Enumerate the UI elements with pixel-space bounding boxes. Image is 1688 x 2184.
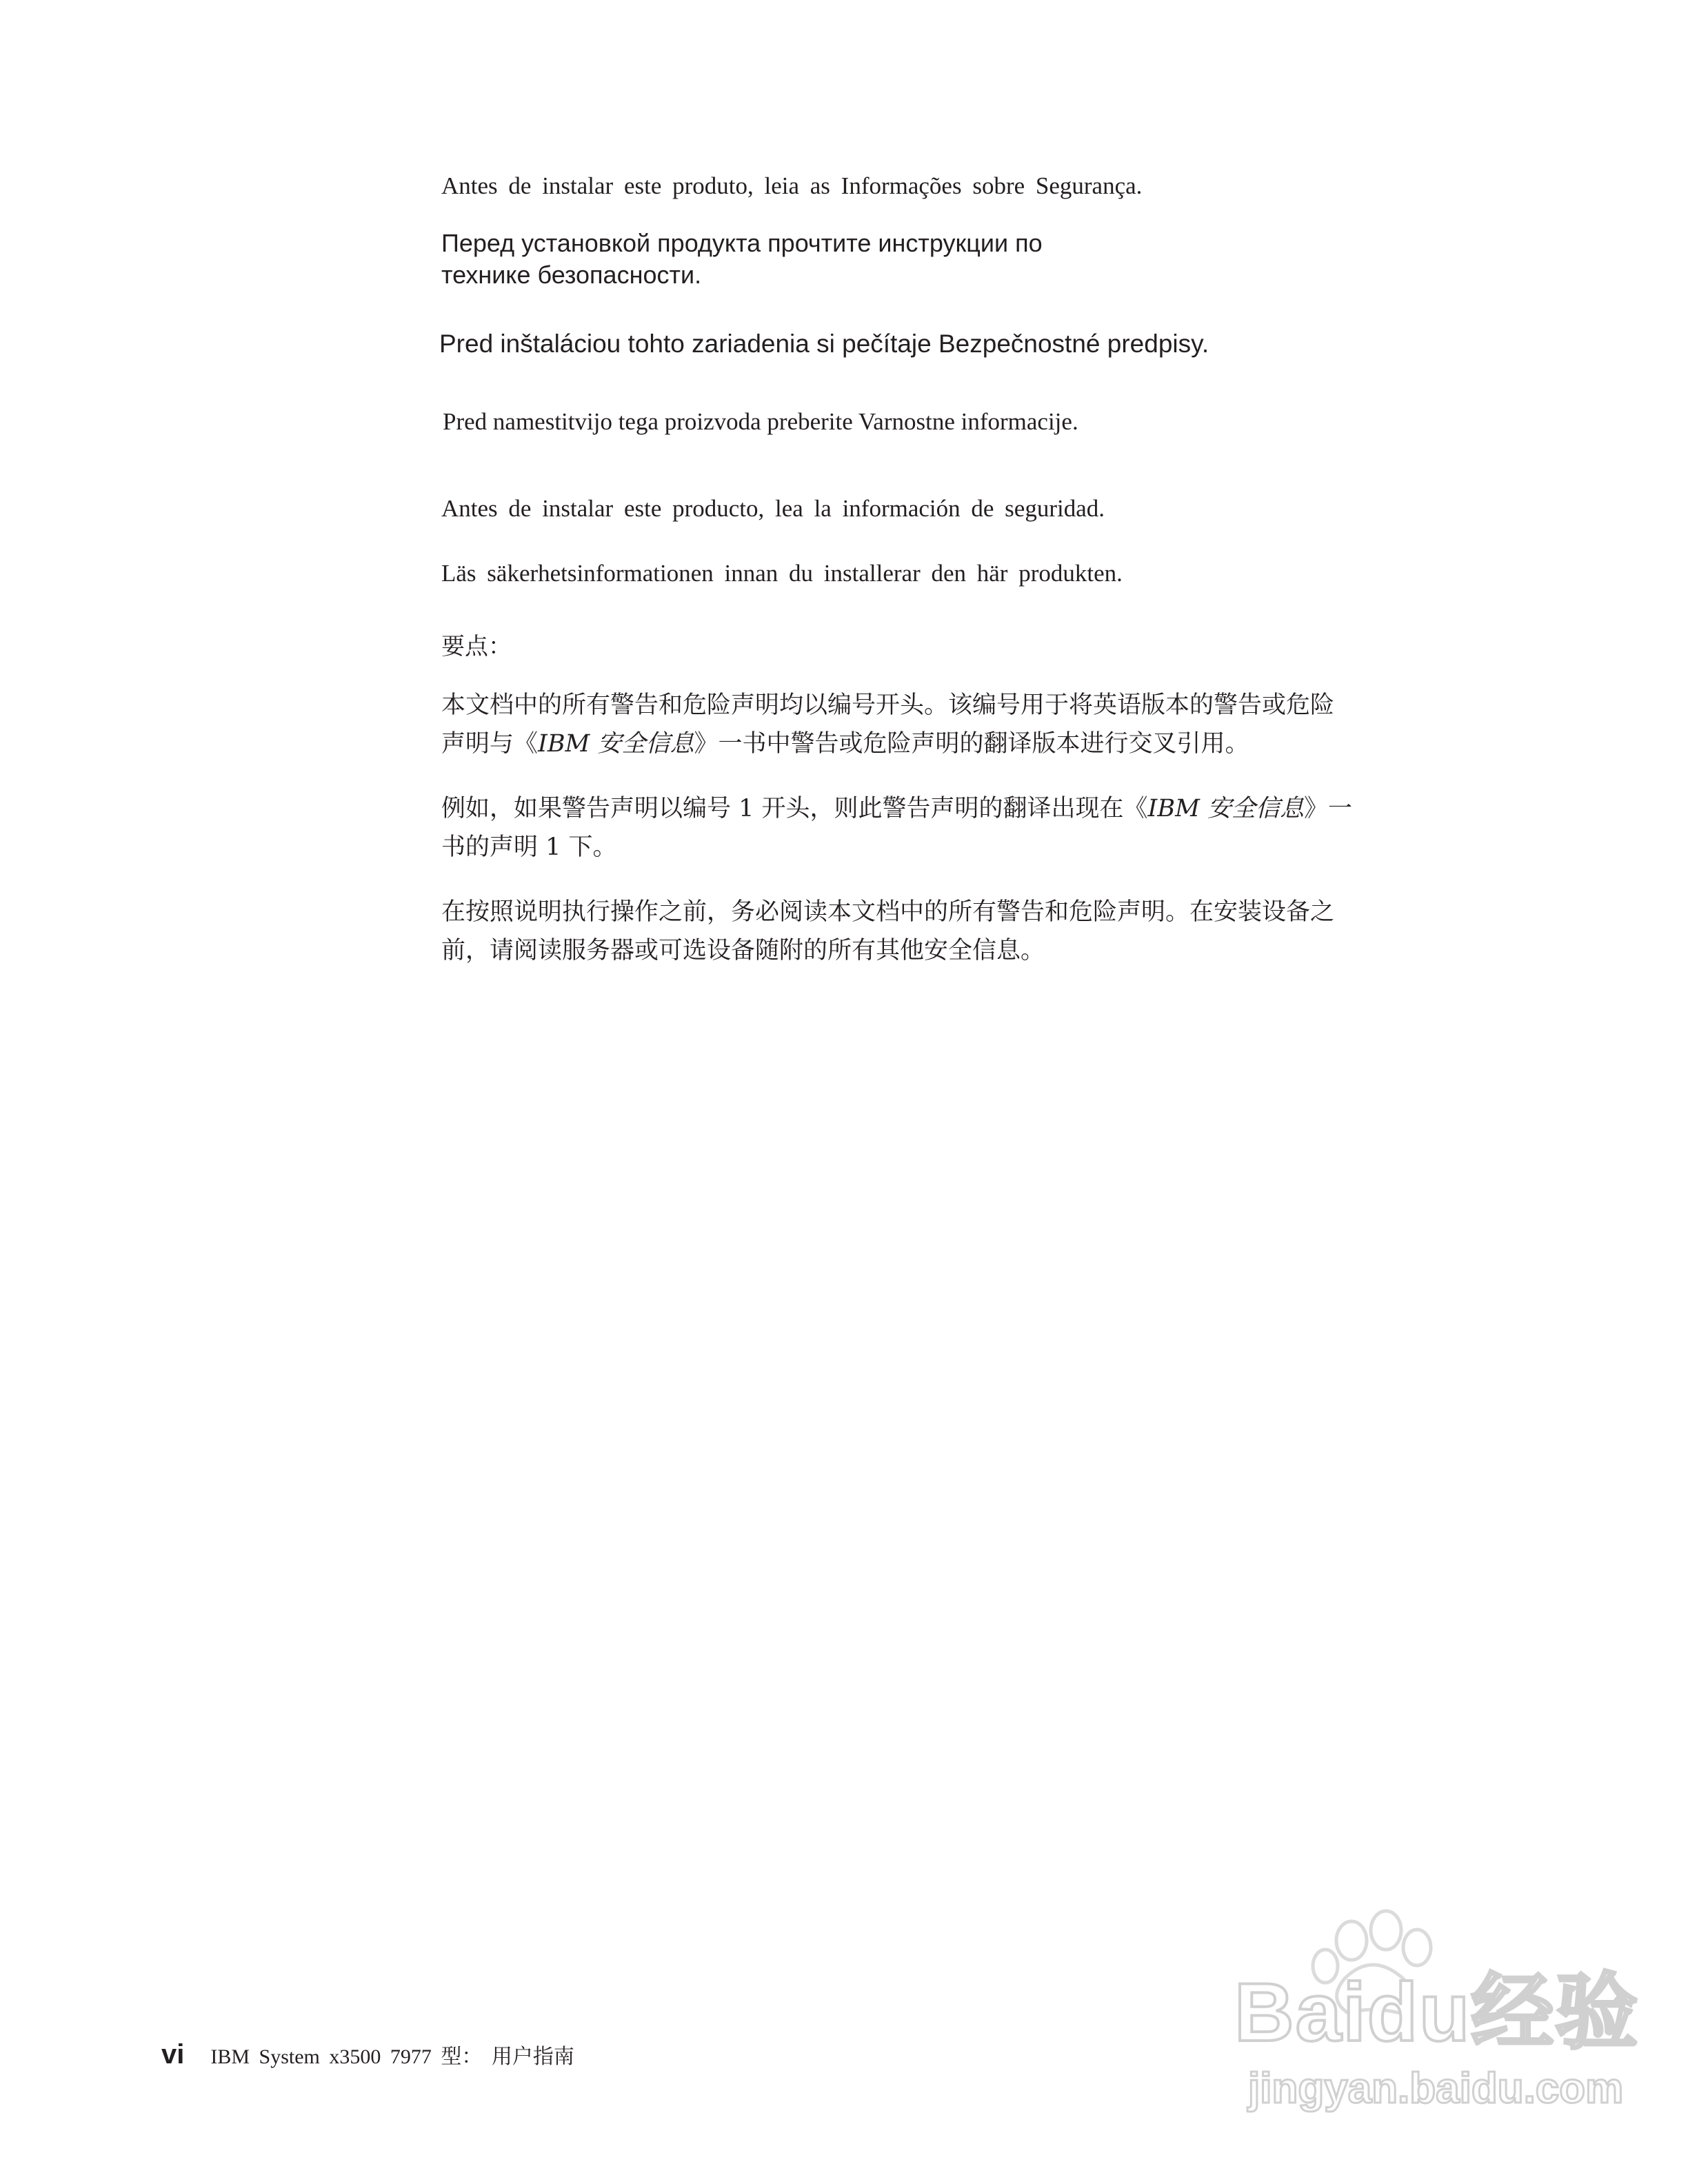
important-paragraph-2 [441,789,1483,867]
safety-statement-slovenian: Pred namestitvijo tega proizvoda preberite Varnostne informacije. [443,408,1078,435]
safety-statement-spanish: Antes de instalar este producto, lea la información de seguridad. [441,495,1105,522]
text-fragment: 》一书中警告或危险声明的翻译版本进行交叉引用。 [694,730,1249,758]
baidu-jingyan-watermark-logo [1165,1903,1640,2112]
footer-title: IBM System x3500 7977 型： 用户指南 [210,2045,574,2068]
important-paragraph-1 [441,686,1483,763]
important-paragraph-2-line2: 书的声明 1 下。 [441,833,617,861]
text-fragment: 声明与《 [441,730,539,758]
safety-statement-russian-line2: технике безопасности. [441,261,702,289]
important-paragraph-2-line1 [441,789,1483,828]
page-number: vi [161,2039,185,2070]
important-paragraph-3 [441,893,1483,970]
safety-statement-russian-line1: Перед установкой продукта прочтите инструкции по [441,229,1043,257]
text-fragment: 》一 [1304,795,1353,822]
watermark-brand-text: Baidu经验 [1234,1966,1640,2059]
important-paragraph-1-line1: 本文档中的所有警告和危险声明均以编号开头。该编号用于将英语版本的警告或危险 [441,691,1335,719]
book-title-reference: IBM 安全信息 [1147,795,1305,822]
page-footer [161,2039,574,2070]
watermark-url-text: jingyan.baidu.com [1248,2065,1624,2112]
important-paragraph-3-line1: 在按照说明执行操作之前，务必阅读本文档中的所有警告和危险声明。在安装设备之 [441,898,1335,926]
safety-statement-portuguese: Antes de instalar este produto, leia as Informações sobre Segurança. [441,172,1143,199]
text-fragment: 例如，如果警告声明以编号 1 开头，则此警告声明的翻译出现在《 [441,795,1148,822]
important-label: 要点： [441,633,512,660]
safety-statement-russian [441,228,1043,291]
safety-statement-swedish: Läs säkerhetsinformationen innan du installerar den här produkten. [441,560,1123,587]
book-title-reference: IBM 安全信息 [538,730,694,758]
safety-statement-slovak: Pred inštaláciou tohto zariadenia si pečítaje Bezpečnostné predpisy. [439,330,1209,358]
important-paragraph-1-line2 [441,725,1483,763]
important-paragraph-3-line2: 前，请阅读服务器或可选设备随附的所有其他安全信息。 [441,937,1045,964]
